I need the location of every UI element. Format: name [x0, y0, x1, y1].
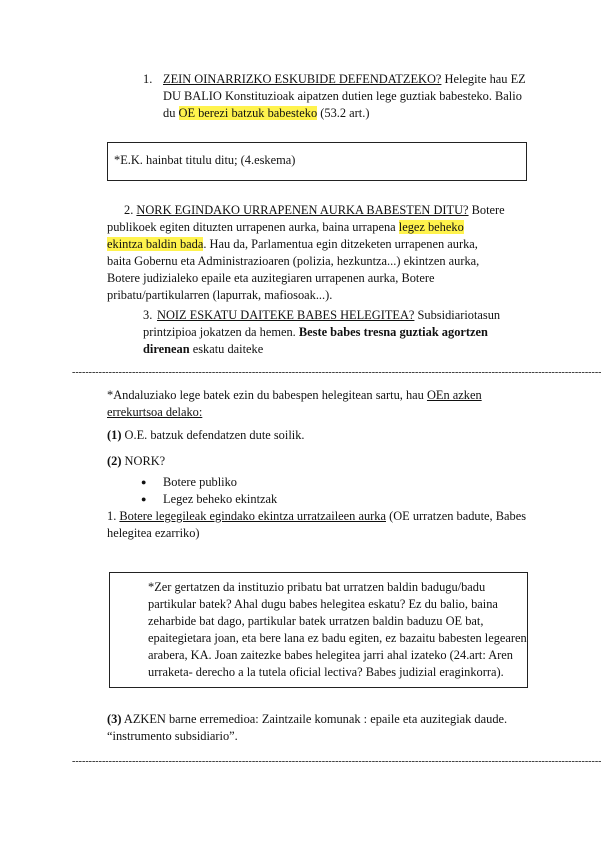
point-1 — [107, 427, 305, 444]
note-box-2-line-1: *Zer gertatzen da instituzio pribatu bat urratzen baldin badugu/badu — [148, 580, 486, 594]
bullet-list — [137, 474, 437, 508]
point-2-text: NORK? — [121, 454, 166, 468]
note-box-1 — [107, 142, 527, 181]
note-box-2-line-6: urraketa- derecho a la tutela oficial lectiva? Babes judizial eraginkorra). — [148, 665, 504, 679]
section-2-line-6: pribatu/partikularren (lapurrak, mafiosoak...). — [107, 288, 333, 302]
item-1-text: (OE urratzen badute, Babes — [386, 509, 527, 523]
note-box-2-line-5: arabera, KA. Joan zaitezke babes helegitea jarri ahal izateko (24.art: Aren — [148, 648, 513, 662]
bullet-text-2: Legez beheko ekintzak — [163, 492, 278, 506]
note-box-2-line-3: zeharbide bat dago, partikular batek urratzen baldin baduzu OE bat, — [148, 614, 484, 628]
section-2-question: NORK EGINDAKO URRAPENEN AURKA BABESTEN DITU? — [136, 203, 469, 217]
section-3-number: 3. — [143, 308, 153, 322]
point-1-number: (1) — [107, 428, 122, 442]
bullet-icon: ● — [141, 477, 147, 487]
section-3 — [143, 307, 543, 358]
item-1-number: 1. — [107, 509, 120, 523]
andaluzia-line-1: *Andaluziako lege batek ezin du babespen helegitean sartu, hau — [107, 388, 427, 402]
section-2-text: Botere — [468, 203, 505, 217]
section-1-line-2: DU BALIO Konstituzioak aipatzen dutien lege guztiak babesteko. Balio — [163, 89, 522, 103]
bullet-icon: ● — [141, 494, 147, 504]
andaluzia-underline-b: errekurtsoa delako: — [107, 405, 203, 419]
section-1-number: 1. — [143, 72, 153, 86]
section-3-text: Subsidiariotasun — [414, 308, 501, 322]
section-1-article: (53.2 art.) — [317, 106, 370, 120]
andaluzia-underline-a: OEn azken — [426, 388, 482, 402]
section-3-question: NOIZ ESKATU DAITEKE BABES HELEGITEA? — [157, 308, 415, 322]
bullet-text-1: Botere publiko — [163, 475, 237, 489]
note-box-2-line-4: epaitegietara joan, eta bere lana ez badu egiten, ez bazaitu babesten legearen — [148, 631, 527, 645]
section-3-line-2: printzipioa jokatzen da hemen. — [143, 325, 299, 339]
section-1-text: Helegite hau EZ — [441, 72, 526, 86]
section-1 — [143, 71, 543, 122]
point-3 — [107, 711, 537, 745]
note-box-2 — [109, 572, 528, 688]
section-2-highlight-a: legez beheko — [398, 220, 464, 234]
note-box-2-line-2: partikular batek? Ahal dugu babes helegitea eskatu? Ez du balio, baina — [148, 597, 498, 611]
dashed-divider-2: --------------------------------------------------------------------------------------------------------------------------------------------------------------- — [72, 756, 601, 767]
list-item — [137, 491, 437, 508]
section-2-line-3: . Hau da, Parlamentua egin ditzeketen urrapenen aurka, — [203, 237, 478, 251]
section-3-bold-a: Beste babes tresna guztiak agortzen — [298, 325, 488, 339]
section-2-line-2: publikoek egiten dituzten urrapenen aurka, baina urrapena — [107, 220, 399, 234]
item-1 — [107, 508, 537, 542]
point-1-text: O.E. batzuk defendatzen dute soilik. — [121, 428, 305, 442]
note-box-1-text: *E.K. hainbat titulu ditu; (4.eskema) — [114, 153, 296, 167]
section-2 — [107, 202, 527, 304]
point-2 — [107, 453, 165, 470]
section-1-question: ZEIN OINARRIZKO ESKUBIDE DEFENDATZEKO? — [163, 72, 442, 86]
item-1-line-2: helegitea ezarriko) — [107, 526, 200, 540]
section-3-line-3: eskatu daiteke — [189, 342, 264, 356]
section-2-line-4: baita Gobernu eta Administrazioaren (polizia, hezkuntza...) ekintzen aurka, — [107, 254, 480, 268]
section-2-number: 2. — [124, 203, 134, 217]
list-item — [137, 474, 437, 491]
point-3-number: (3) — [107, 712, 122, 726]
section-2-line-5: Botere judizialeko epaile eta auzitegiaren urrapenen aurka, Botere — [107, 271, 435, 285]
item-1-underline: Botere legegileak egindako ekintza urratzaileen aurka — [119, 509, 386, 523]
point-3-line-2: “instrumento subsidiario”. — [107, 729, 238, 743]
section-1-highlight: OE berezi batzuk babesteko — [178, 106, 318, 120]
section-2-highlight-b: ekintza baldin bada — [107, 237, 204, 251]
point-3-text: AZKEN barne erremedioa: Zaintzaile komunak : epaile eta auzitegiak daude. — [121, 712, 508, 726]
section-1-line-3: du — [163, 106, 179, 120]
point-2-number: (2) — [107, 454, 122, 468]
andaluzia-paragraph — [107, 387, 527, 421]
section-3-bold-b: direnean — [143, 342, 190, 356]
dashed-divider-1: --------------------------------------------------------------------------------------------------------------------------------------------------------------- — [72, 367, 601, 378]
